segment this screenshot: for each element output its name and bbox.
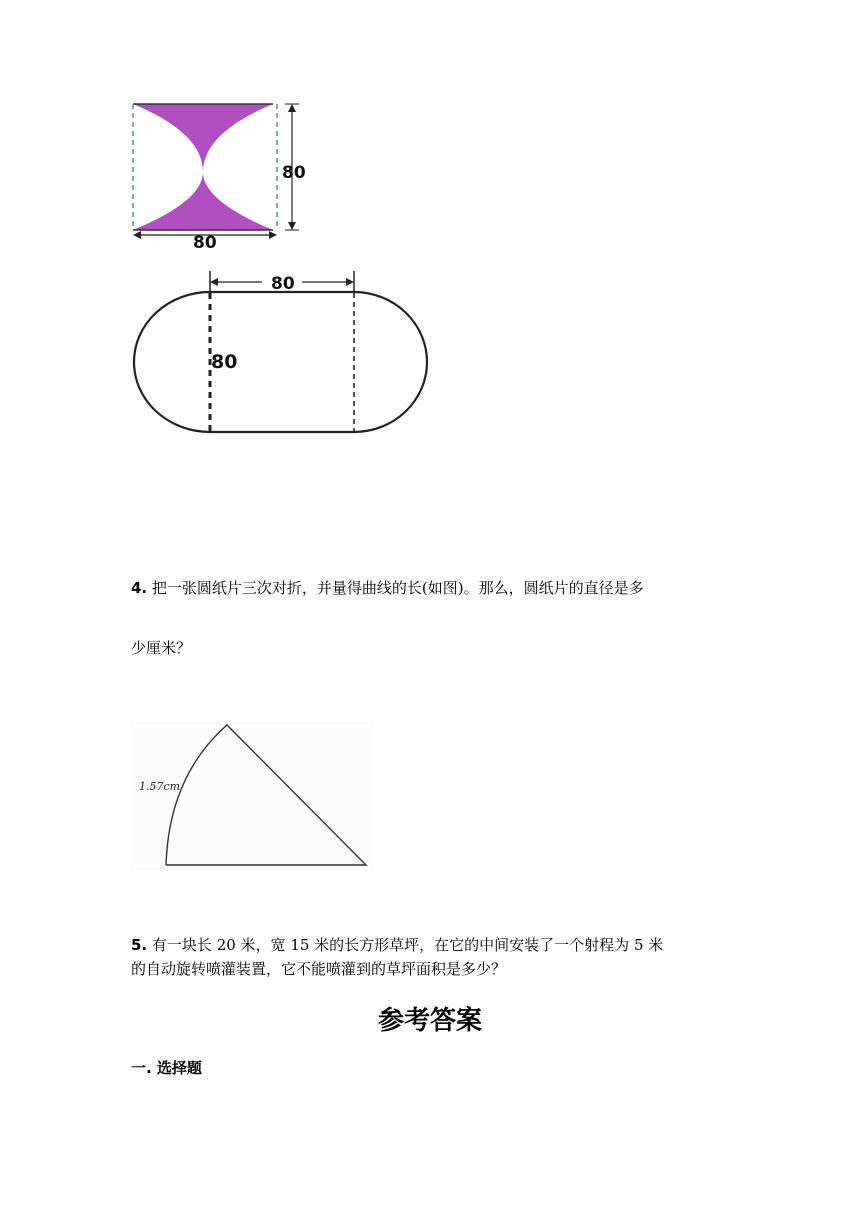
question-5-number: 5. xyxy=(131,936,148,954)
answers-title: 参考答案 xyxy=(377,1006,482,1036)
purple-bottom-region xyxy=(133,172,273,230)
figure-square-curves xyxy=(125,95,315,255)
question-5-text-line-2: 的自动旋转喷灌装置，它不能喷灌到的草坪面积是多少？ xyxy=(131,960,507,978)
figure2-side-label: 80 xyxy=(211,351,238,373)
figure3-arc-label: 1.57cm xyxy=(139,780,181,793)
question-5-line-1 xyxy=(131,938,731,953)
figure1-height-label: 80 xyxy=(282,163,306,183)
question-4-line-2 xyxy=(131,641,731,656)
question-5-text-line-1: 有一块长 20 米，宽 15 米的长方形草坪，在它的中间安装了一个射程为 5 米 xyxy=(151,936,664,954)
purple-top-region xyxy=(133,104,273,172)
figure-stadium xyxy=(125,265,445,445)
question-5-line-2 xyxy=(131,962,731,977)
stadium-outline xyxy=(134,292,427,432)
question-4-number: 4. xyxy=(131,579,148,597)
figure-sector xyxy=(131,721,373,871)
question-4-text-line-1: 把一张圆纸片三次对折，并量得曲线的长(如图)。那么，圆纸片的直径是多 xyxy=(151,579,644,597)
figure1-width-label: 80 xyxy=(193,233,217,253)
figure2-top-label: 80 xyxy=(271,274,295,294)
section-title-choice: 一. 选择题 xyxy=(131,1059,202,1077)
question-4-line-1 xyxy=(131,581,731,596)
question-4-text-line-2: 少厘米？ xyxy=(131,639,192,657)
